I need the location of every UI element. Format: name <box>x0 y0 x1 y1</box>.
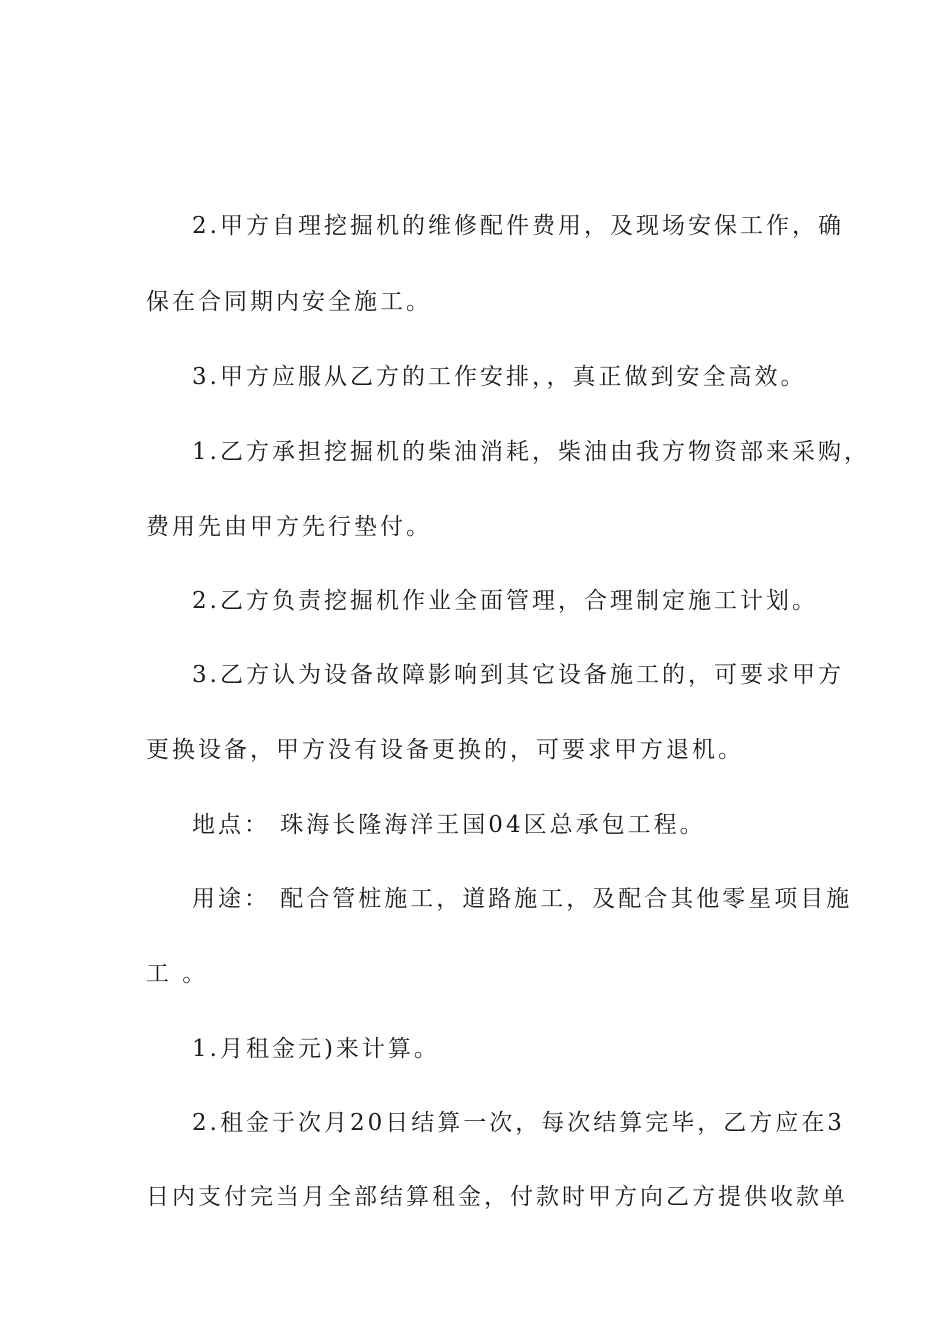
text-line: 3.乙方认为设备故障影响到其它设备施工的，可要求甲方 <box>192 662 844 688</box>
text-line: 2.甲方自理挖掘机的维修配件费用，及现场安保工作，确 <box>192 213 844 239</box>
text-line: 地点： 珠海长隆海洋王国04区总承包工程。 <box>192 812 706 838</box>
text-line: 费用先由甲方先行垫付。 <box>146 514 432 540</box>
text-line: 日内支付完当月全部结算租金，付款时甲方向乙方提供收款单 <box>146 1184 848 1210</box>
text-line: 保在合同期内安全施工。 <box>146 289 432 315</box>
text-line: 2.乙方负责挖掘机作业全面管理，合理制定施工计划。 <box>192 588 818 614</box>
text-line: 2.租金于次月20日结算一次，每次结算完毕，乙方应在3 <box>192 1110 845 1136</box>
text-line: 3.甲方应服从乙方的工作安排，，真正做到安全高效。 <box>192 364 807 390</box>
text-line: 用途： 配合管桩施工，道路施工，及配合其他零星项目施 <box>192 886 853 912</box>
text-line: 1.乙方承担挖掘机的柴油消耗，柴油由我方物资部来采购， <box>192 439 870 465</box>
text-line: 工 。 <box>146 961 209 987</box>
text-line: 1.月租金元)来计算。 <box>192 1036 440 1062</box>
text-line: 更换设备，甲方没有设备更换的，可要求甲方退机。 <box>146 737 744 763</box>
